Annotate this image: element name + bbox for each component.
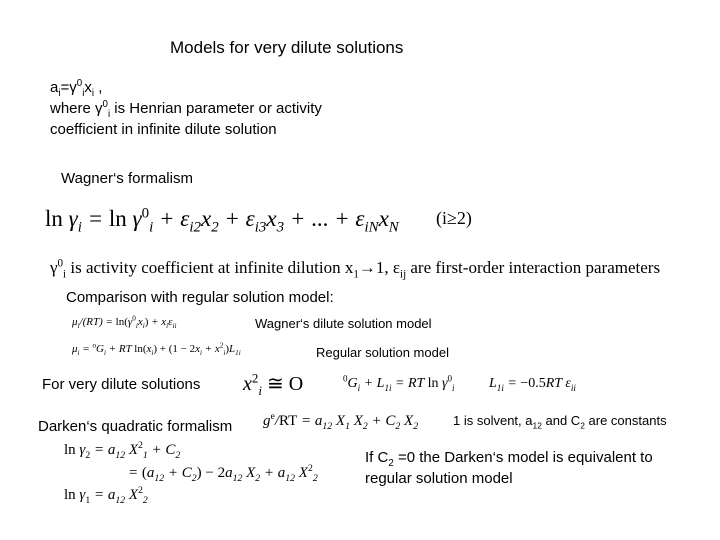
intro-line2-sup: 0 [102, 99, 108, 110]
dilute-l-formula: $^0G_i + L_{1i}$ = RT $\ln \gamma^0_i$ [343, 373, 455, 393]
gdef-subij: ij [400, 268, 407, 281]
intro-line-3: coefficient in infinite dilute solution [50, 121, 277, 138]
gdef-a: γ [50, 258, 58, 277]
gdef-c: →1, ε [358, 258, 400, 277]
darken-note-sub: 2 [388, 458, 394, 469]
intro-sup-0: 0 [76, 78, 83, 89]
wagner-equation: $\ln \gamma_i = \ln \gamma^0_i + \varepsilon_{i2}x_2 + \varepsilon_{i3}x_3$ + ... + $\varepsilon_{iN}x_N$ [45, 205, 399, 236]
darken-eq-3: $\ln \gamma_1 = a_{12}$ $X^2_2$ [64, 485, 148, 506]
page-title: Models for very dilute solutions [170, 38, 404, 57]
intro-a: a [50, 79, 59, 96]
gdef-sup: 0 [57, 257, 64, 270]
regular-model-formula: $\mu_i = ^oG_i$ + RT $\ln(x_i) + (1 - 2x_i + x^2_i)L_{1i}$ [72, 341, 241, 358]
wagner-condition: (i≥2) [436, 208, 472, 228]
comparison-heading: Comparison with regular solution model: [66, 289, 334, 306]
wagner-model-formula: $\mu_i/(RT) = \ln(\gamma^0_ix_i) + x_i\varepsilon_{ii}$ [72, 314, 177, 331]
gdef-b: is activity coefficient at infinite dilution x [66, 258, 354, 277]
solvent-note [453, 413, 667, 431]
intro-line2-rest: is Henrian parameter or activity [110, 100, 322, 117]
intro-x: x [84, 79, 92, 96]
intro-eq: =γ [60, 79, 77, 96]
darken-note-line-1 [365, 449, 653, 469]
gamma-definition [50, 257, 661, 281]
intro-sub-i: i [58, 88, 61, 99]
darken-label: Darken‘s quadratic formalism [38, 418, 233, 435]
solvent-note-c: are constants [584, 413, 667, 428]
dilute-approx-formula: $x^2_i$ ≅ O [243, 370, 304, 398]
solvent-note-sub2: 2 [580, 420, 585, 431]
very-dilute-label: For very dilute solutions [42, 376, 201, 393]
darken-note-line-2: regular solution model [365, 470, 513, 487]
darken-eq-1: $\ln \gamma_2 = a_{12}$ $X^2_1 + C_2$ [64, 440, 181, 461]
solvent-note-sub: 12 [532, 420, 542, 431]
regular-model-label: Regular solution model [316, 345, 449, 360]
darken-eq-2: = $(a_{12} + C_2) - 2a_{12}$ $X_2 + a_{12}$ $X^2_2$ [128, 463, 318, 484]
dilute-l-value: $L_{1i} = -0.5RT$ $\varepsilon_{ii}$ [489, 376, 576, 393]
intro-sub-i2: i [82, 88, 85, 99]
solvent-note-a: 1 is solvent, a [453, 413, 533, 428]
gdef-sub1: 1 [353, 268, 359, 281]
intro-line-1 [50, 78, 103, 99]
wagner-model-label: Wagner‘s dilute solution model [255, 316, 432, 331]
darken-note-a: If C [365, 449, 389, 466]
darken-formula: $g^e/RT = a_{12}$ $X_1$ $X_2 + C_2$ $X_2$ [263, 411, 419, 432]
intro-where: where γ [50, 100, 103, 117]
intro-tail: , [94, 79, 103, 96]
gdef-d: are first-order interaction parameters [406, 258, 661, 277]
darken-note-b: =0 the Darken‘s model is equivalent to [393, 449, 653, 466]
intro-line-2 [50, 99, 322, 120]
wagner-heading: Wagner‘s formalism [61, 170, 193, 187]
intro-sub-i3: i [91, 88, 95, 99]
gdef-sub: i [63, 268, 67, 281]
solvent-note-b: and C [541, 413, 581, 428]
intro-line2-sub: i [107, 109, 111, 120]
